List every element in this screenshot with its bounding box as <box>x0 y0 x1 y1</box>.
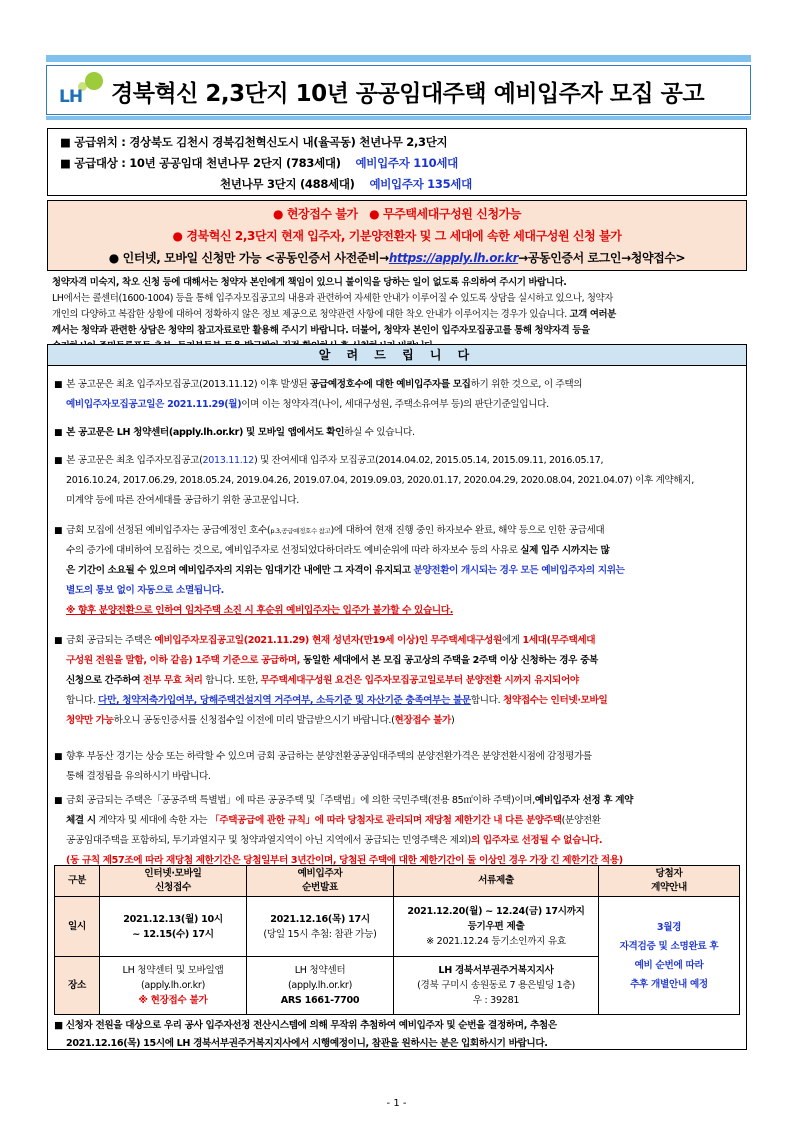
warning-paragraph: 청약자격 미숙지, 착오 신청 등에 대해서는 청약자 본인에게 책임이 있으니 불이익을 당하는 일이 없도록 유의하여 주시기 바랍니다. LH에서는 콜센터(1600-1004) 등을 통해 입주자모집공고의 내용과 관련하여 자세한 안내가 이루어질 수 있도록 상담을 실시하고 있으나, 청약자 개인의 다양하고 복잡한 상황에 대하여 정확하지 않은 정보 제공으로 청약관련 사항에 대한 착오 안내가 이루어지는 경우가 있습니다. 고객 여러분 께서는 청약과 관련한 상담은 청약의 참고자료로만 활용해 주시기 바랍니다. 더불어, 청약자 본인이 입주자모집공고를 통해 청약자격 등을 <box>52 277 616 336</box>
logo-text: LH <box>59 87 83 107</box>
paragraph-2: ■ 본 공고문은 LH 청약센터(apply.lh.or.kr) 및 모바일 앱에서도 확인하실 수 있습니다. <box>54 427 415 438</box>
reserve-count-2: 예비입주자 110세대 <box>355 156 458 170</box>
reserve-count-3: 예비입주자 135세대 <box>369 177 472 191</box>
announcement-section <box>47 344 747 1050</box>
table-row <box>55 897 740 957</box>
notice-line-3: ● 인터넷, 모바일 신청만 가능 <공동인증서 사전준비→https://apply.lh.or.kr→공동인증서 로그인→청약접수> <box>108 251 686 265</box>
supply-target-2: ■ 공급대상 : 10년 공공임대 천년나무 2단지 (783세대) 예비입주자 110세대 <box>60 156 458 170</box>
table-cell: 2021.12.13(월) 10시 ~ 12.15(수) 17시 <box>100 897 247 957</box>
supply-location: ■ 공급위치 : 경상북도 김천시 경북김천혁신도시 내(율곡동) 천년나무 2,3단지 <box>60 135 448 149</box>
table-header-row <box>55 866 740 897</box>
table-header: 구분 <box>55 866 100 897</box>
table-header: 예비입주자 순번발표 <box>247 866 394 897</box>
table-cell: 3월경 자격검증 및 소명완료 후 예비 순번에 따라 추후 개별안내 예정 <box>599 897 740 1015</box>
supply-info-box <box>47 128 747 196</box>
paragraph-7: ■ 금회 공급되는 주택은「공공주택 특별법」에 따른 공공주택 및「주택법」에 의한 국민주택(전용 85㎡이하 주택)이며,예비입주자 선정 후 계약 체결 시 계약자 및 세대에 속한 자는 「주택공급에 관한 규칙」에 따라 당첨자로 관리되며 재당첨 제한기간 내 다른 분양주택(분양전환 공공임대주택을 포함하되, 투기과열지구 및 청약과열지역이 아닌 지역에서 공급되는 민영주택은 제외)의 입주자로 선정될 수 없습니다. (동 규칙 제57조에 따라 재당첨 제한기간은 당첨일부터 3년간이며, 당첨된 주택에 대한 제한기간이 둘 이상인 경우 가장 긴 제한기간 적용) <box>54 795 634 866</box>
table-header: 당첨자 계약안내 <box>599 866 740 897</box>
table-header: 서류제출 <box>394 866 599 897</box>
table-header: 인터넷·모바일 신청접수 <box>100 866 247 897</box>
lottery-notice: ■ 신청자 전원을 대상으로 우리 공사 입주자선정 전산시스템에 의해 무작위 추첨하여 예비입주자 및 순번을 결정하며, 추첨은 2021.12.16(목) 15시에 LH 경북서부권주거복지지사에서 시행예정이니, 참관을 원하시는 분은 입회하시기 바랍니다. <box>54 1020 557 1049</box>
table-cell: 2021.12.16(목) 17시 (당일 15시 추첨: 참관 가능) <box>247 897 394 957</box>
title-box <box>46 65 751 115</box>
title-banner <box>46 55 751 120</box>
page-number: - 1 - <box>386 1098 407 1109</box>
row-label: 일시 <box>55 897 100 957</box>
table-cell: LH 경북서부권주거복지지사 (경북 구미시 송원동로 7 용은빌딩 1층) 우 : 39281 <box>394 957 599 1015</box>
notice-line-1: ● 현장접수 불가 ● 무주택세대구성원 신청가능 <box>272 207 522 221</box>
key-notice-box <box>47 200 747 271</box>
apply-link[interactable]: https://apply.lh.or.kr <box>388 251 519 265</box>
logo-circle-icon <box>85 72 103 90</box>
row-label: 장소 <box>55 957 100 1015</box>
page-title: 경북혁신 2,3단지 10년 공공임대주택 예비입주자 모집 공고 <box>111 81 705 107</box>
paragraph-5: ■ 금회 공급되는 주택은 예비입주자모집공고일(2021.11.29) 현재 성년자(만19세 이상)인 무주택세대구성원에게 1세대(무주택세대 구성원 전원을 말함, 이하 같음) 1주택 기준으로 공급하며, 동일한 세대에서 본 모집 공고상의 주택을 2주택 이상 신청하는 경우 중복 신청으로 간주하여 전부 무효 처리 합니다. 또한, 무주택세대구성원 요건은 입주자모집공고일로부터 분양전환 시까지 유지되어야 합니다. 다만, 청약저축가입여부, 당해주택건설지역 거주여부, 소득기준 및 자산기준 충족여부는 불문합니다. 청약접수는 인터넷·모바일 청약만 가능하오니 공동인증서를 신청접수일 이전에 미리 발급받으시기 바랍니다.(현장접수 불가) <box>54 635 608 726</box>
paragraph-3: ■ 본 공고문은 최초 입주자모집공고(2013.11.12) 및 잔여세대 입주자 모집공고(2014.04.02, 2015.05.14, 2015.09.11, 2016.05.17, 2016.10.24, 2017.06.29, 2018.05.24, 2019.04.26, 2019.07.04, 2019.09.03, 2020.01.17, 2020.04.29, 2020.08.04, 2021.04.07) 이후 계약해지, 미계약 등에 따른 잔여세대를 공급하기 위한 공고문입니다. <box>54 455 694 506</box>
table-cell: 2021.12.20(월) ~ 12.24(금) 17시까지 등기우편 제출 ※ 2021.12.24 등기소인까지 유효 <box>394 897 599 957</box>
notice-line-2: ● 경북혁신 2,3단지 현재 입주자, 기분양전환자 및 그 세대에 속한 세대구성원 신청 불가 <box>172 229 622 243</box>
banner-bottom-stripe <box>46 116 751 120</box>
banner-top-stripe <box>46 55 751 62</box>
paragraph-1: ■ 본 공고문은 최초 입주자모집공고(2013.11.12) 이후 발생된 공급예정호수에 대한 예비입주자를 모집하기 위한 것으로, 이 주택의 예비입주자모집공고일은 2021.11.29(월)이며 이는 청약자격(나이, 세대구성원, 주택소유여부 등)의 판단기준일입니다. <box>54 379 583 410</box>
table-cell: LH 청약센터 (apply.lh.or.kr) ARS 1661-7700 <box>247 957 394 1015</box>
paragraph-6: ■ 향후 부동산 경기는 상승 또는 하락할 수 있으며 금회 공급하는 분양전환공공임대주택의 분양전환가격은 분양전환시점에 감정평가를 통해 결정됨을 유의하시기 바랍니다. <box>54 751 592 782</box>
lh-logo <box>59 70 105 108</box>
schedule-table <box>54 865 740 1015</box>
section-heading: 알 려 드 립 니 다 <box>48 345 746 366</box>
supply-target-3: 천년나무 3단지 (488세대) 예비입주자 135세대 <box>220 177 472 191</box>
table-cell: LH 청약센터 및 모바일앱 (apply.lh.or.kr) ※ 현장접수 불가 <box>100 957 247 1015</box>
paragraph-4: ■ 금회 모집에 선정된 예비입주자는 공급예정인 호수(p.3,공급예정호수 참고)에 대하여 현재 진행 중인 하자보수 완료, 해약 등으로 인한 공급세대 수의 증가에 대비하여 모집하는 것으로, 예비입주자로 선정되었다하더라도 예비순위에 따라 하자보수 등의 사유로 실제 입주 시까지는 많 은 기간이 소요될 수 있으며 예비입주자의 지위는 임대기간 내에만 그 자격이 유지되고 분양전환이 개시되는 경우 모든 예비입주자의 지위는 별도의 통보 없이 자동으로 소멸됩니다. ※ 향후 분양전환으로 인하여 임차주택 소진 시 후순위 예비입주자는 입주가 불가할 수 있습니다. <box>54 525 625 616</box>
